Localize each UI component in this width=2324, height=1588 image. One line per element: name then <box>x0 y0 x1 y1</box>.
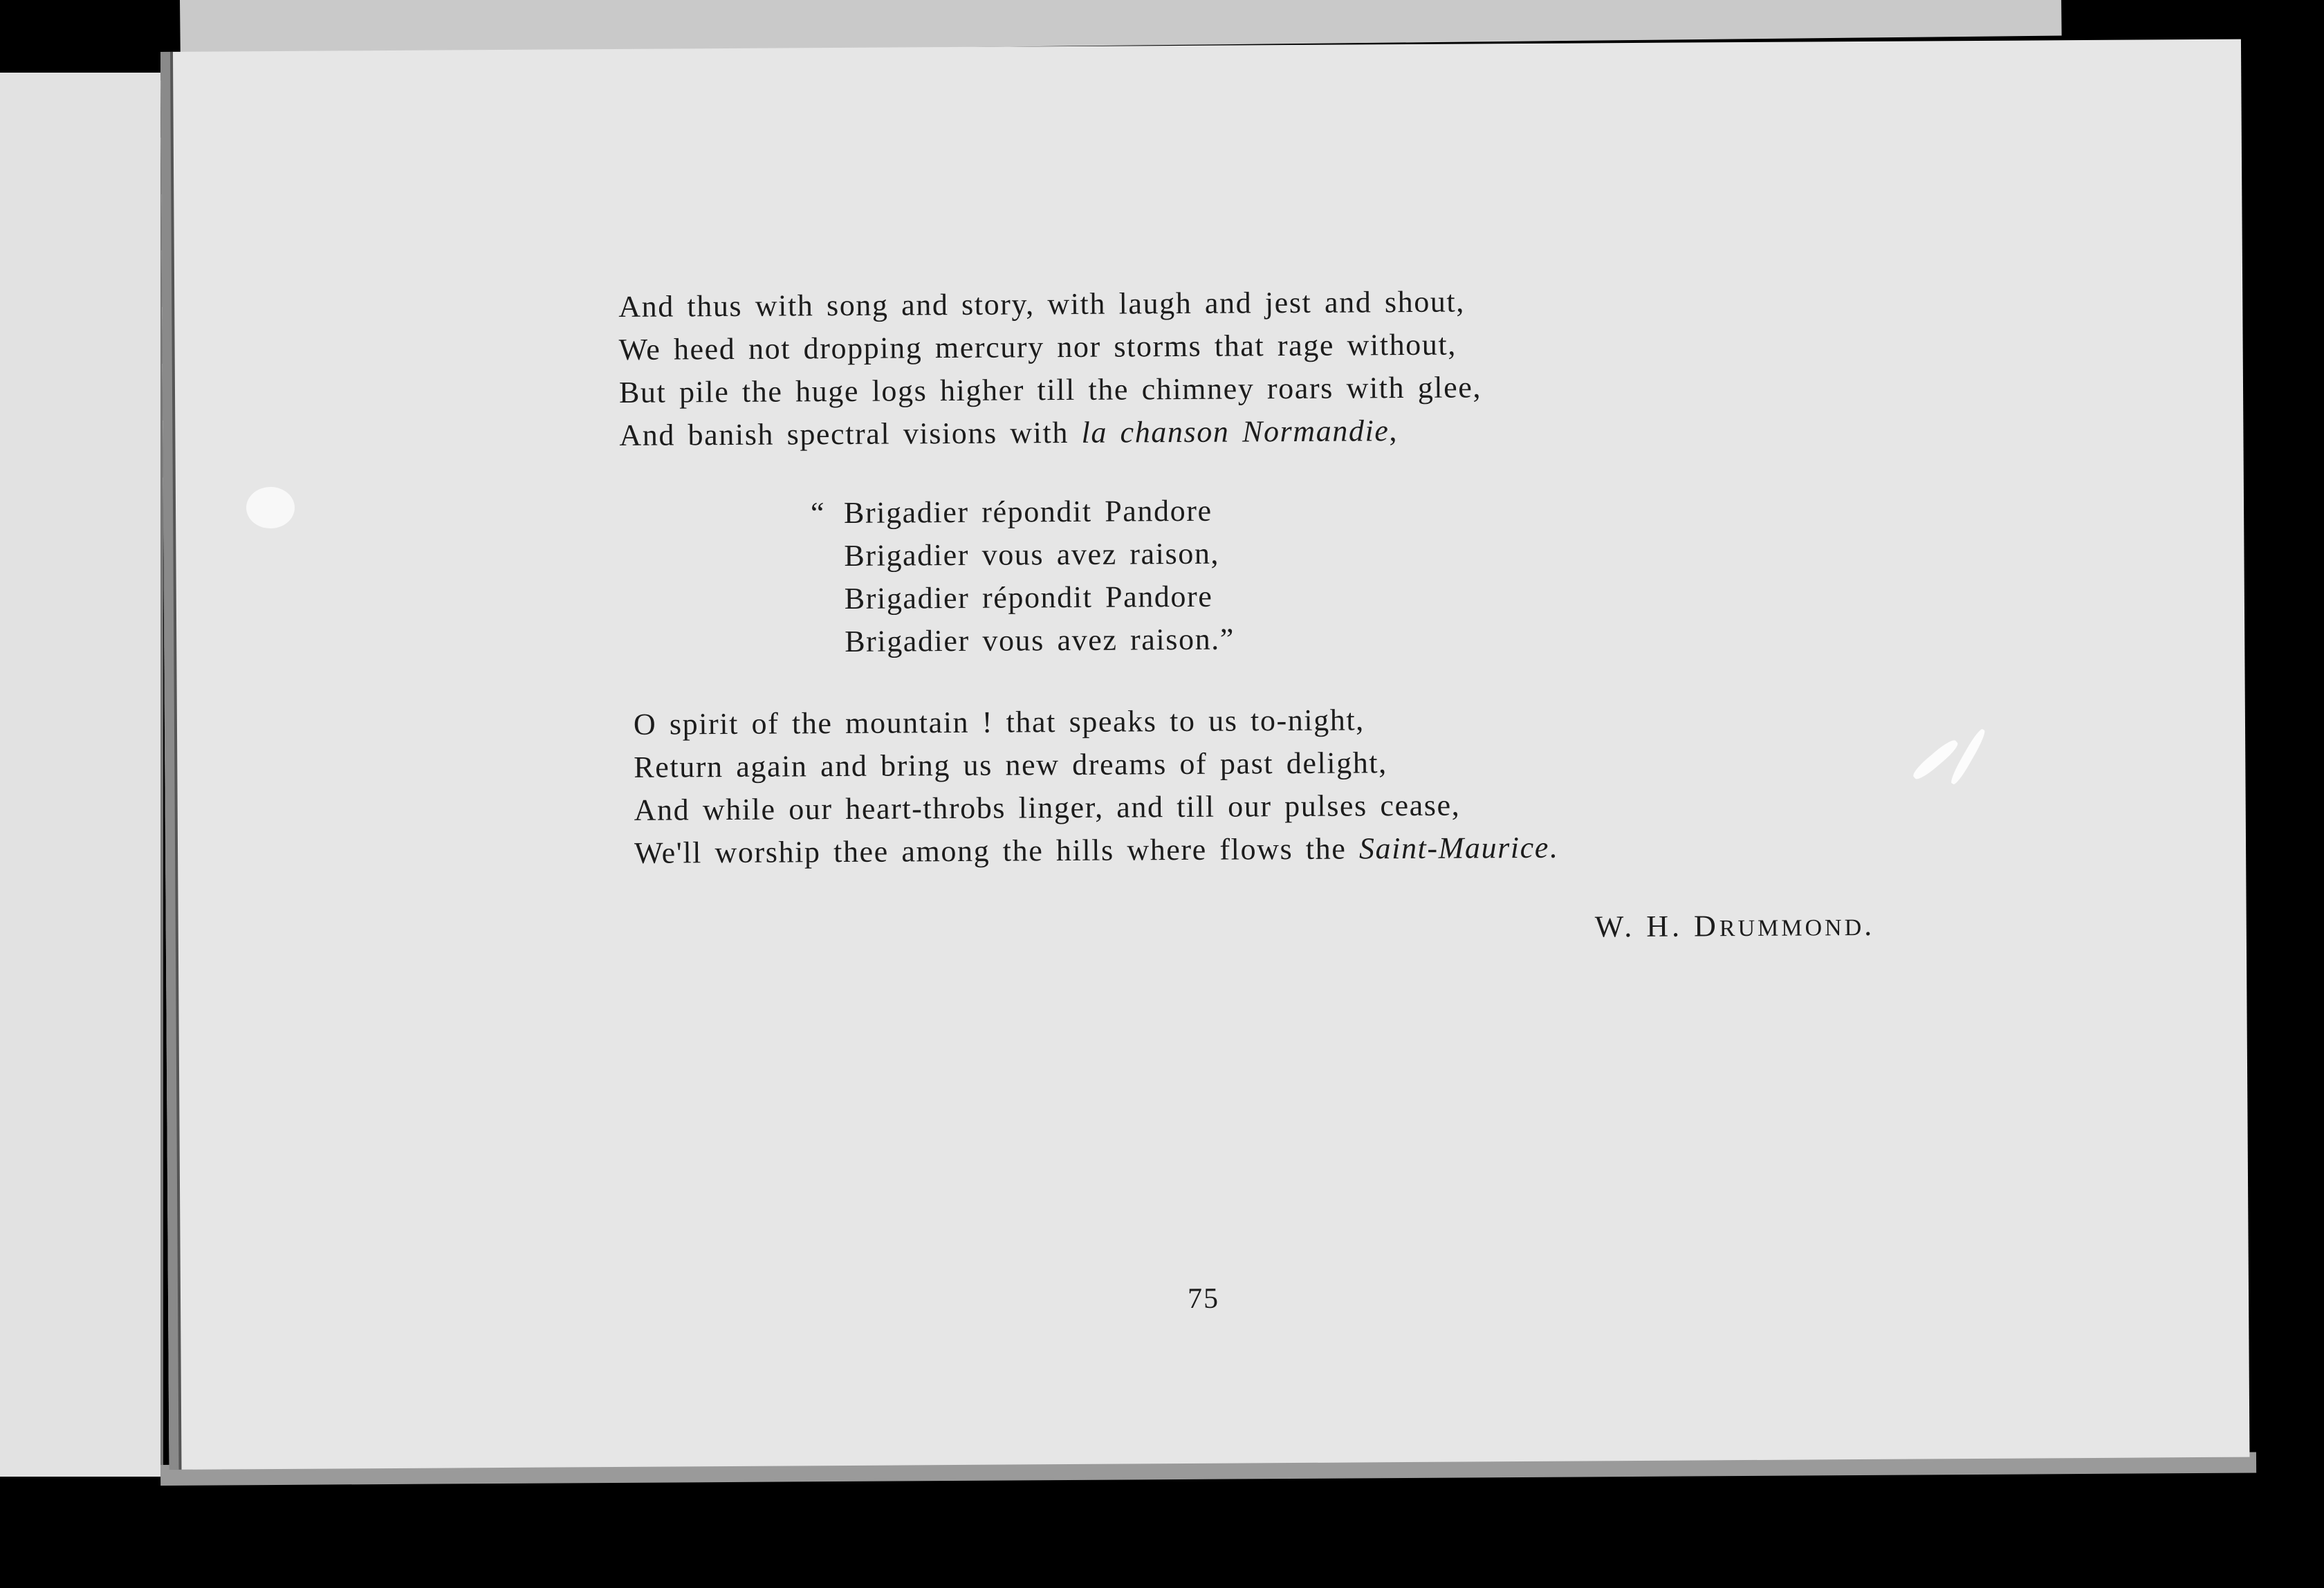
refrain-line: Brigadier vous avez raison, <box>844 536 1220 573</box>
open-quote-mark: “ <box>810 496 826 530</box>
poem-stanza-3 <box>634 698 1558 875</box>
italic-phrase: Saint-Maurice <box>1358 830 1550 866</box>
poem-line: And while our heart-throbs linger, and till our pulses cease, <box>634 788 1461 827</box>
scan-speck <box>246 487 295 528</box>
poem-stanza-1 <box>618 280 1482 457</box>
book-page <box>160 39 2249 1470</box>
poem-line: And thus with song and story, with laugh and jest and shout, <box>618 284 1466 324</box>
left-facing-page <box>0 73 163 1477</box>
poem-line: But pile the huge logs higher till the chimney roars with glee, <box>618 370 1482 409</box>
author-signature: W. H. DRUMMOND. <box>1594 907 1876 944</box>
italic-phrase: la chanson Normandie <box>1081 414 1390 450</box>
refrain-line: “ Brigadier répondit Pandore <box>844 490 1234 535</box>
poem-line: We heed not dropping mercury nor storms that rage without, <box>618 327 1457 367</box>
poem-line: We'll worship thee among the hills where flows the Saint-Maurice. <box>634 830 1558 870</box>
poem-line: Return again and bring us new dreams of past delight, <box>634 746 1387 784</box>
page-number: 75 <box>1187 1282 1220 1315</box>
poem-line: And banish spectral visions with la chanson Normandie, <box>619 414 1399 452</box>
refrain-line: Brigadier vous avez raison.” <box>845 622 1235 658</box>
refrain-stanza <box>810 490 1235 663</box>
scan-speck <box>1948 727 1988 786</box>
refrain-line: Brigadier répondit Pandore <box>844 579 1213 616</box>
poem-line: O spirit of the mountain ! that speaks to us to-night, <box>633 703 1365 741</box>
